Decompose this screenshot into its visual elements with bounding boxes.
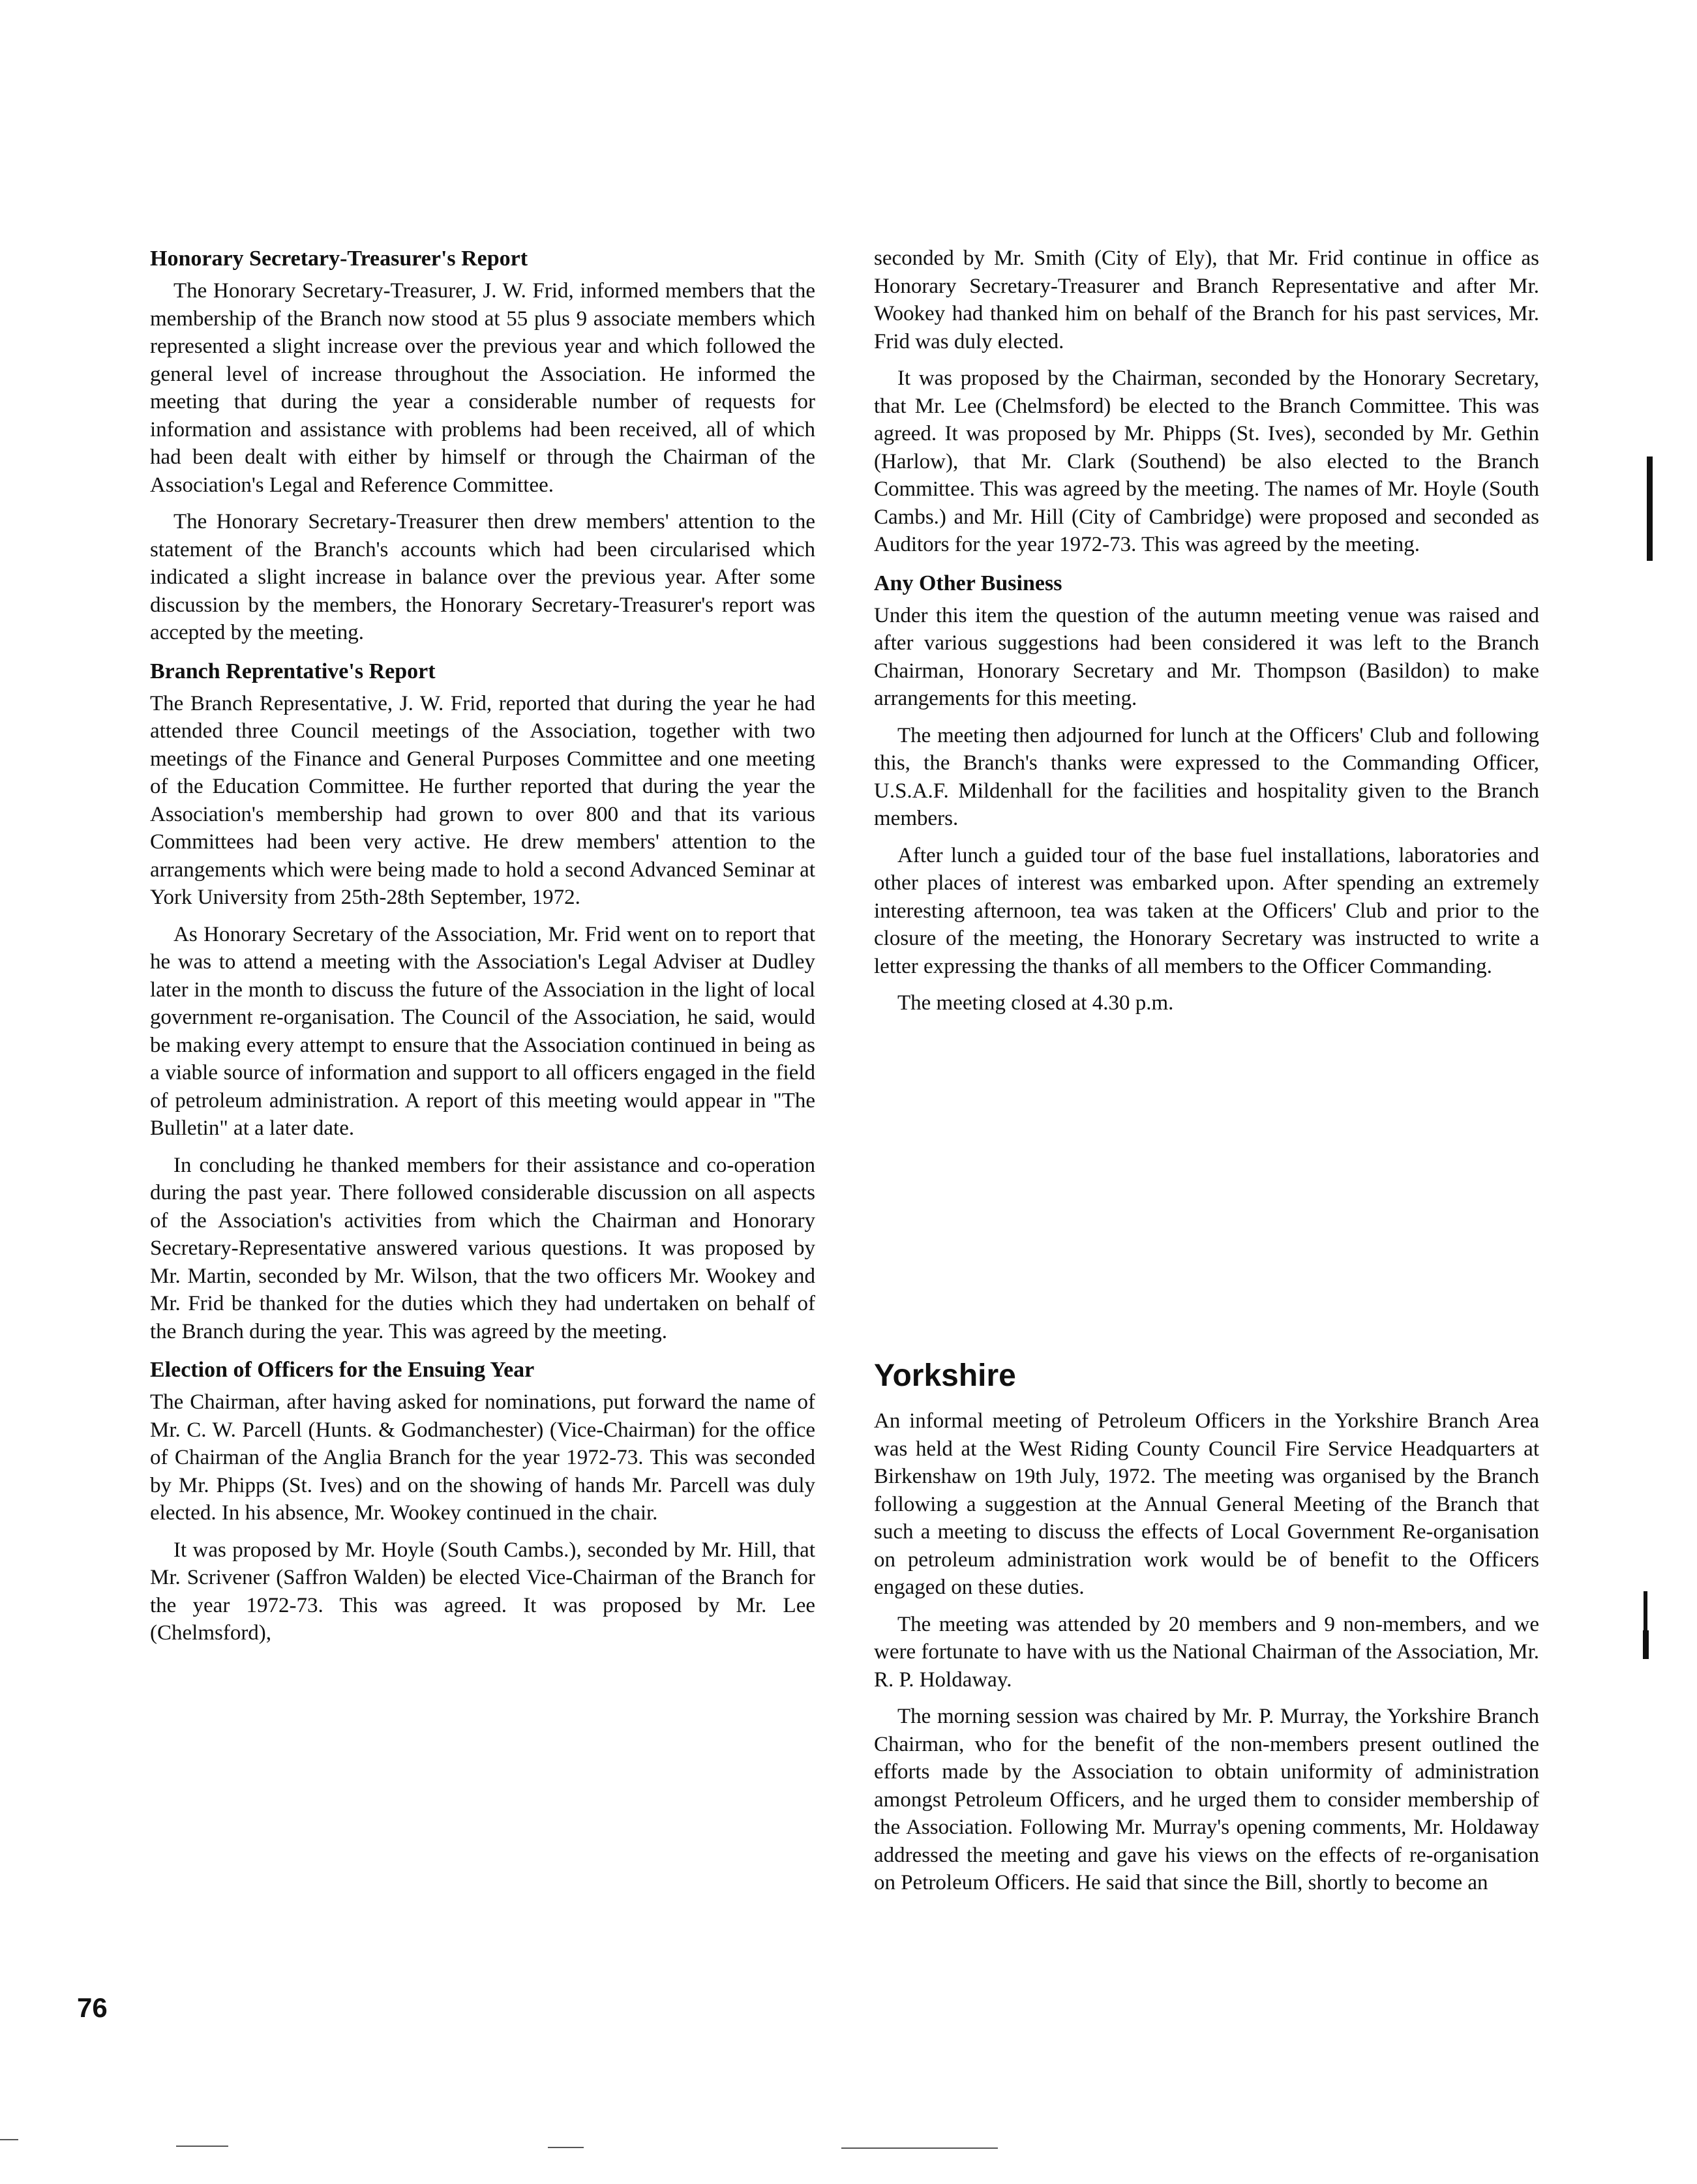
scan-mark bbox=[1647, 456, 1653, 561]
election-continued bbox=[874, 245, 1539, 559]
page-number: 76 bbox=[77, 1992, 108, 2023]
representative-report-section bbox=[150, 657, 815, 1346]
paragraph: The meeting was attended by 20 members and 9 non-members, and we were fortunate to have with us the National Chairman of the Association, Mr. R. P. Holdaway. bbox=[874, 1612, 1539, 1692]
scan-rule bbox=[548, 2147, 584, 2148]
section-heading: Branch Reprentative's Report bbox=[150, 659, 436, 683]
section-heading: Honorary Secretary-Treasurer's Report bbox=[150, 247, 528, 271]
election-section bbox=[150, 1356, 815, 1647]
paragraph: Under this item the question of the autumn meeting venue was raised and after various suggestions had been considered it was left to the Branch Chairman, Honorary Secretary and Mr. Thompson (Basildon) to make arrangements for this meeting. bbox=[874, 603, 1539, 710]
yorkshire-section bbox=[874, 1356, 1539, 1906]
paragraph: The morning session was chaired by Mr. P. Murray, the Yorkshire Branch Chairman, who for the benefit of the non-members present outlined the efforts made by the Association to obtain uniformity of administration amongst Petroleum Officers, and he urged them to consider membership of the Association. Following Mr. Murray's opening comments, Mr. Holdaway addressed the meeting and gave his views on the effects of re-organisation on Petroleum Officers. He said that since the Bill, shortly to become an bbox=[874, 1705, 1539, 1894]
paragraph: It was proposed by the Chairman, seconded by the Honorary Secretary, that Mr. Lee (Chelmsford) be elected to the Branch Committee. This was agreed. It was proposed by Mr. Phipps (St. Ives), seconded by Mr. Gethin (Harlow), that Mr. Clark (Southend) be also elected to the Branch Committee. This was agreed by the meeting. The names of Mr. Hoyle (South Cambs.) and Mr. Hill (City of Cambridge) were proposed and seconded as Auditors for the year 1972-73. This was agreed by the meeting. bbox=[874, 366, 1539, 556]
section-heading: Any Other Business bbox=[874, 571, 1062, 595]
scan-rule bbox=[0, 2139, 18, 2140]
yorkshire-heading: Yorkshire bbox=[874, 1358, 1016, 1393]
right-column bbox=[874, 245, 1539, 1028]
paragraph: The Branch Representative, J. W. Frid, reported that during the year he had attended three Council meetings of the Association, together with two meetings of the Finance and General Purposes Committee and one meeting of the Education Committee. He further reported that during the year the Association's membership had grown to over 800 and that its various Committees had been very active. He drew members' attention to the arrangements which were being made to hold a second Advanced Seminar at York University from 25th-28th September, 1972. bbox=[150, 691, 815, 909]
paragraph: As Honorary Secretary of the Association, Mr. Frid went on to report that he was to attend a meeting with the Association's Legal Adviser at Dudley later in the month to discuss the future of the Association in the light of local government re-organisation. The Council of the Association, he said, would be making every attempt to ensure that the Association continued in being as a viable source of information and support to all officers engaged in the field of petroleum administration. A report of this meeting would appear in "The Bulletin" at a later date. bbox=[150, 922, 815, 1140]
paragraph: In concluding he thanked members for their assistance and co-operation during the past year. There followed considerable discussion on all aspects of the Association's activities from which the Chairman and Honorary Secretary-Representative answered various questions. It was proposed by Mr. Martin, seconded by Mr. Wilson, that the two officers Mr. Wookey and Mr. Frid be thanked for the duties which they had undertaken on behalf of the Branch during the year. This was agreed by the meeting. bbox=[150, 1153, 815, 1343]
paragraph: The Honorary Secretary-Treasurer, J. W. Frid, informed members that the membership of the Branch now stood at 55 plus 9 associate members which represented a slight increase over the previous year and which followed the general level of increase throughout the Association. He informed the meeting that during the year a considerable number of requests for information and assistance with problems had been received, all of which had been dealt with either by himself or through the Chairman of the Association's Legal and Reference Committee. bbox=[150, 279, 815, 497]
paragraph: After lunch a guided tour of the base fuel installations, laboratories and other places of interest was embarked upon. After spending an extremely interesting afternoon, tea was taken at the Officers' Club and prior to the closure of the meeting, the Honorary Secretary was instructed to write a letter expressing the thanks of all members to the Officer Commanding. bbox=[874, 843, 1539, 978]
paragraph: The meeting then adjourned for lunch at the Officers' Club and following this, the Branch's thanks were expressed to the Commanding Officer, U.S.A.F. Mildenhall for the facilities and hospitality given to the Branch members. bbox=[874, 723, 1539, 830]
other-business-section bbox=[874, 569, 1539, 1017]
paragraph: An informal meeting of Petroleum Officers in the Yorkshire Branch Area was held at the West Riding County Council Fire Service Headquarters at Birkenshaw on 19th July, 1972. The meeting was organised by the Branch following a suggestion at the Annual General Meeting of the Branch that such a meeting to discuss the effects of Local Government Re-organisation on petroleum administration work would be of benefit to the Officers engaged on these duties. bbox=[874, 1409, 1539, 1599]
paragraph: The meeting closed at 4.30 p.m. bbox=[897, 991, 1174, 1015]
paragraph: The Chairman, after having asked for nominations, put forward the name of Mr. C. W. Parcell (Hunts. & Godmanchester) (Vice-Chairman) for the office of Chairman of the Anglia Branch for the year 1972-73. This was seconded by Mr. Phipps (St. Ives) and on the showing of hands Mr. Parcell was duly elected. In his absence, Mr. Wookey continued in the chair. bbox=[150, 1390, 815, 1525]
scan-mark bbox=[1643, 1630, 1649, 1659]
paragraph: The Honorary Secretary-Treasurer then drew members' attention to the statement of the Branch's accounts which had been circularised which indicated a slight increase in balance over the previous year. After some discussion by the members, the Honorary Secretary-Treasurer's report was accepted by the meeting. bbox=[150, 510, 815, 644]
secretary-report-section bbox=[150, 245, 815, 647]
scan-rule bbox=[841, 2147, 998, 2149]
left-column bbox=[150, 245, 815, 1658]
section-heading: Election of Officers for the Ensuing Year bbox=[150, 1358, 535, 1382]
paragraph: It was proposed by Mr. Hoyle (South Cambs.), seconded by Mr. Hill, that Mr. Scrivener (Saffron Walden) be elected Vice-Chairman of the Branch for the year 1972-73. This was agreed. It was proposed by Mr. Lee (Chelmsford), bbox=[150, 1538, 815, 1645]
scan-rule bbox=[176, 2146, 228, 2147]
paragraph: seconded by Mr. Smith (City of Ely), that Mr. Frid continue in office as Honorary Secretary-Treasurer and Branch Representative and after Mr. Wookey had thanked him on behalf of the Branch for his past services, Mr. Frid was duly elected. bbox=[874, 247, 1539, 353]
